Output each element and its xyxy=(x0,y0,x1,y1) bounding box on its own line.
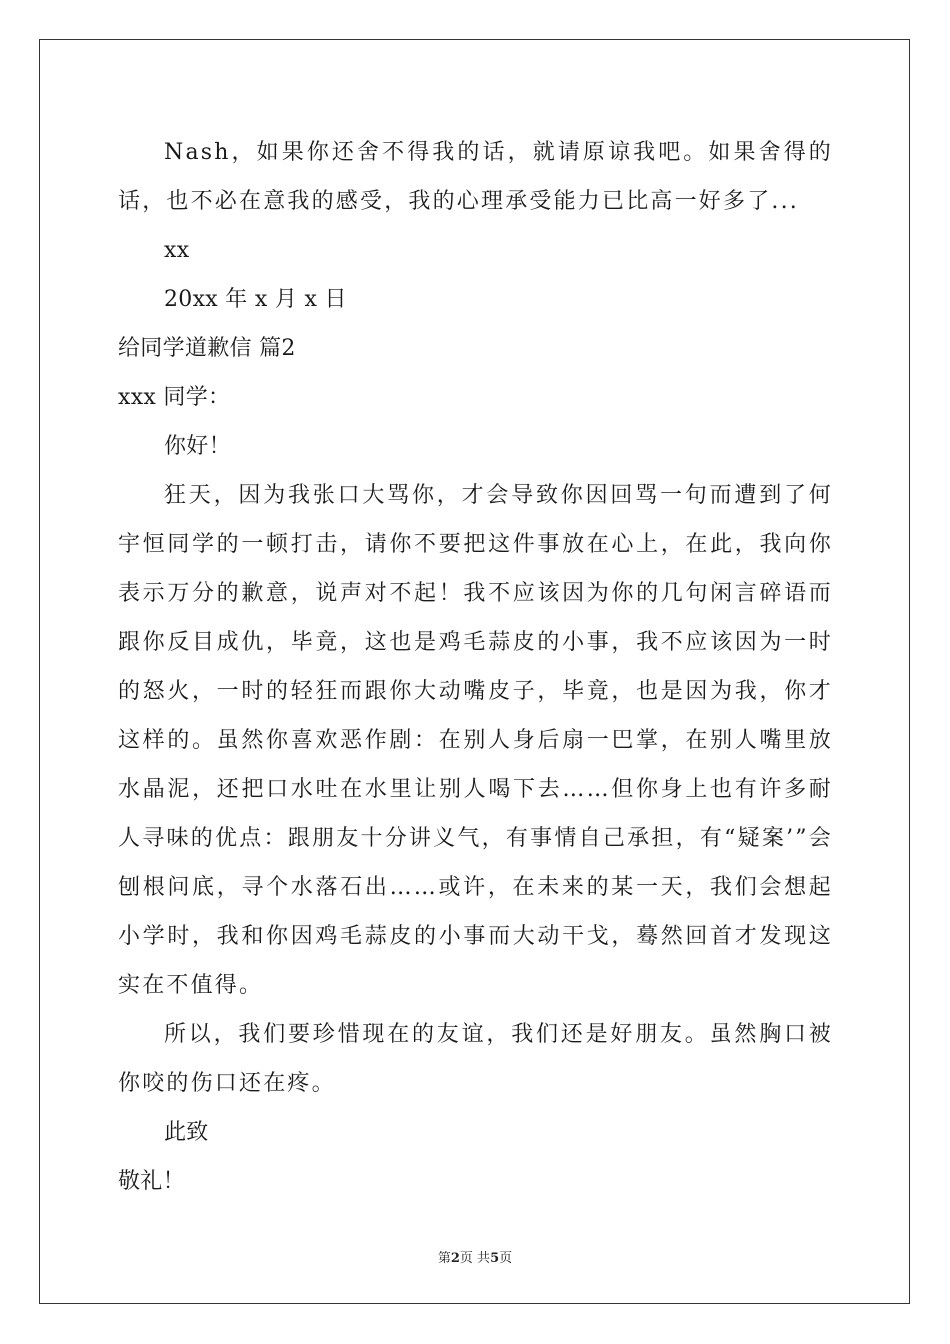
signature: xx xyxy=(164,238,190,263)
closing-paragraph: Nash，如果你还舍不得我的话，就请原谅我吧。如果舍得的话，也不必在意我的感受，我的心理承受能力已比高一好多了... xyxy=(118,140,833,214)
page-prefix: 第 xyxy=(437,1251,451,1266)
letter-date: 20xx 年 x 月 x 日 xyxy=(164,287,347,312)
closing-ci-zhi: 此致 xyxy=(164,1120,209,1145)
closing-jing-li: 敬礼！ xyxy=(118,1169,185,1194)
page-total: 5 xyxy=(490,1251,500,1266)
greeting: 你好！ xyxy=(164,434,231,459)
document-body xyxy=(118,128,833,1206)
page-footer xyxy=(0,1247,950,1266)
body-paragraph-1: 狂天，因为我张口大骂你，才会导致你因回骂一句而遭到了何宇恒同学的一顿打击，请你不要把这件事放在心上，在此，我向你表示万分的歉意，说声对不起！我不应该因为你的几句闲言碎语而跟你反目成仇，毕竟，这也是鸡毛蒜皮的小事，我不应该因为一时的怒火，一时的轻狂而跟你大动嘴皮子，毕竟，也是因为我，你才这样的。虽然你喜欢恶作剧：在别人身后扇一巴掌，在别人嘴里放水晶泥，还把口水吐在水里让别人喝下去……但你身上也有许多耐人寻味的优点：跟朋友十分讲义气，有事情自己承担，有“疑案’”会刨根问底，寻个水落石出……或许，在未来的某一天，我们会想起小学时，我和你因鸡毛蒜皮的小事而大动干戈，蓦然回首才发现这实在不值得。 xyxy=(118,483,833,998)
page-suffix: 页 xyxy=(499,1251,513,1266)
section-title: 给同学道歉信 篇2 xyxy=(118,336,296,361)
page-mid: 页 共 xyxy=(459,1251,491,1266)
body-paragraph-2: 所以，我们要珍惜现在的友谊，我们还是好朋友。虽然胸口被你咬的伤口还在疼。 xyxy=(118,1022,833,1096)
page-current: 2 xyxy=(450,1251,460,1266)
salutation: xxx 同学： xyxy=(118,385,231,410)
